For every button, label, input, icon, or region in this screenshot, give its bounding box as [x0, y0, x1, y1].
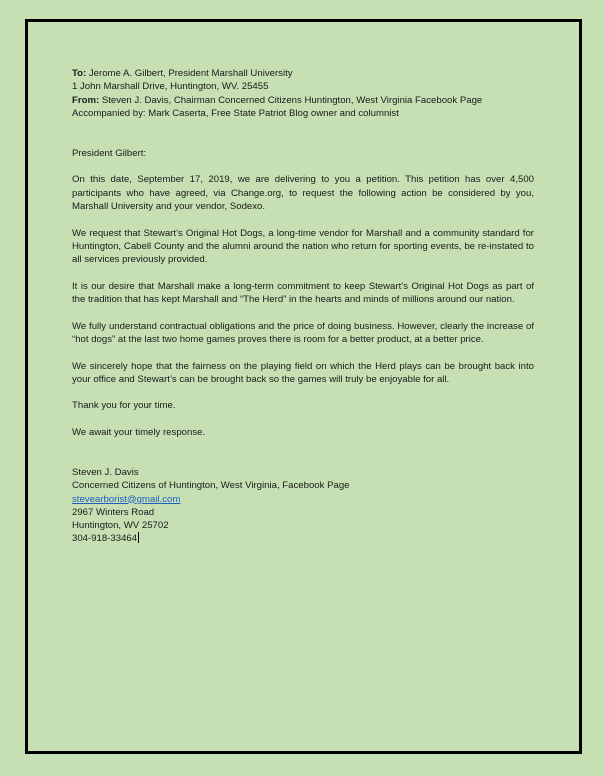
from-label: From: — [72, 94, 100, 106]
address-line: 1 John Marshall Drive, Huntington, WV. 25455 — [72, 81, 269, 93]
paragraph-petition: On this date, September 17, 2019, we are delivering to you a petition. This petition has over 4,500 participants who have agreed, via Change.org, to request the following action be considered by you, Marshall University and your vendor, Sodexo. — [72, 174, 534, 212]
signature-phone-line — [72, 532, 534, 545]
to-value: Jerome A. Gilbert, President Marshall University — [88, 68, 293, 79]
email-link[interactable]: stevearborist@gmail.com — [72, 493, 181, 505]
paragraph-desire: It is our desire that Marshall make a long-term commitment to keep Stewart’s Original Hot Dogs as part of the tradition that has kept Marshall and “The Herd” in the hearts and minds of millions around our nation. — [72, 280, 534, 306]
to-line — [72, 67, 534, 80]
letter-body — [72, 67, 534, 546]
to-label: To: — [72, 68, 87, 79]
paragraph-thanks: Thank you for your time. — [72, 400, 176, 412]
signature-org: Concerned Citizens of Huntington, West Virginia, Facebook Page — [72, 480, 350, 492]
text-cursor — [138, 532, 139, 543]
from-value: Steven J. Davis, Chairman Concerned Citizens Huntington, West Virginia Facebook Page — [101, 94, 483, 106]
paragraph-await: We await your timely response. — [72, 427, 206, 439]
salutation: President Gilbert: — [72, 147, 147, 159]
signature-city: Huntington, WV 25702 — [72, 520, 169, 532]
from-line — [72, 94, 534, 107]
paragraph-request: We request that Stewart’s Original Hot Dogs, a long-time vendor for Marshall and a community standard for Huntington, Cabell County and the alumni around the nation who return for sporting events, be re-instated to all services previously provided. — [72, 227, 534, 266]
signature-email-line — [72, 493, 534, 506]
signature-phone: 304-918-33464 — [72, 533, 138, 545]
paragraph-obligations: We fully understand contractual obligations and the price of doing business. However, clearly the increase of “hot dogs” at the last two home games proves there is room for a better product, at a better price. — [72, 320, 534, 345]
signature-street: 2967 Winters Road — [72, 506, 155, 518]
paragraph-hope: We sincerely hope that the fairness on the playing field on which the Herd plays can be brought back into your office and Stewart’s can be brought back so the games will truly be enjoyable for all. — [72, 360, 534, 385]
accompanied-line: Accompanied by: Mark Caserta, Free State Patriot Blog owner and columnist — [72, 107, 399, 119]
signature-name: Steven J. Davis — [72, 466, 139, 478]
